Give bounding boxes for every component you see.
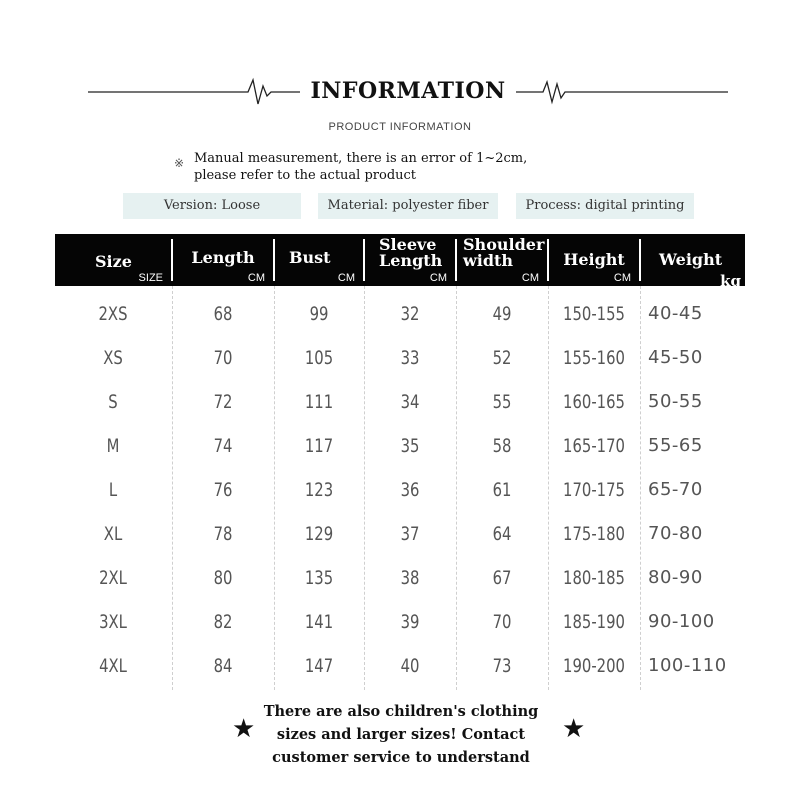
cell-sleeve-length: 33 (400, 347, 420, 369)
cell-length: 84 (213, 655, 233, 677)
cell-length: 72 (213, 391, 233, 413)
star-icon: ★ (232, 713, 256, 743)
cell-height: 150-155 (563, 303, 625, 325)
header-height: Height CM (563, 250, 631, 284)
header-bust: Bust CM (289, 248, 355, 284)
header-sleeve-length: Sleeve Length CM (379, 235, 447, 284)
cell-weight: 50-55 (648, 391, 703, 412)
cell-sleeve-length: 39 (400, 611, 420, 633)
cell-bust: 123 (304, 479, 334, 501)
cell-length: 80 (213, 567, 233, 589)
header-shoulder-width: Shoulder width CM (463, 235, 545, 284)
cell-sleeve-length: 37 (400, 523, 420, 545)
table-row (55, 424, 745, 468)
cell-sleeve-length: 32 (400, 303, 420, 325)
cell-length: 70 (213, 347, 233, 369)
cell-sleeve-length: 35 (400, 435, 420, 457)
cell-weight: 40-45 (648, 303, 703, 324)
cell-shoulder-width: 55 (492, 391, 512, 413)
cell-height: 190-200 (563, 655, 625, 677)
cell-bust: 105 (304, 347, 334, 369)
header-size: Size SIZE (95, 252, 163, 284)
cell-shoulder-width: 58 (492, 435, 512, 457)
cell-bust: 111 (304, 391, 334, 413)
cell-length: 82 (213, 611, 233, 633)
table-row (55, 468, 745, 512)
cell-shoulder-width: 67 (492, 567, 512, 589)
cell-size: XS (103, 347, 123, 369)
cell-size: XL (103, 523, 123, 545)
cell-shoulder-width: 70 (492, 611, 512, 633)
cell-length: 78 (213, 523, 233, 545)
page-title: INFORMATION (310, 78, 506, 104)
cell-height: 180-185 (563, 567, 625, 589)
cell-weight: 80-90 (648, 567, 703, 588)
page-subtitle: PRODUCT INFORMATION (328, 121, 472, 133)
footer-line-1: There are also children's clothing (263, 703, 539, 720)
cell-shoulder-width: 61 (492, 479, 512, 501)
cell-bust: 129 (304, 523, 334, 545)
footer-line-2: sizes and larger sizes! Contact (276, 726, 526, 743)
cell-height: 185-190 (563, 611, 625, 633)
cell-weight: 55-65 (648, 435, 703, 456)
cell-length: 76 (213, 479, 233, 501)
cell-weight: 70-80 (648, 523, 703, 544)
information-header (88, 72, 728, 112)
footer-line-3: customer service to understand (272, 749, 530, 766)
table-row (55, 600, 745, 644)
size-table-header (55, 234, 745, 290)
footer-note (236, 700, 566, 769)
note-line-2: please refer to the actual product (194, 168, 417, 183)
cell-length: 68 (213, 303, 233, 325)
cell-size: 3XL (99, 611, 127, 633)
cell-weight: 100-110 (648, 655, 727, 676)
cell-bust: 135 (304, 567, 334, 589)
cell-size: 4XL (99, 655, 127, 677)
table-row (55, 512, 745, 556)
cell-sleeve-length: 40 (400, 655, 420, 677)
cell-weight: 45-50 (648, 347, 703, 368)
cell-shoulder-width: 73 (492, 655, 512, 677)
table-row (55, 336, 745, 380)
cell-height: 165-170 (563, 435, 625, 457)
cell-length: 74 (213, 435, 233, 457)
reference-mark-icon: ※ (174, 156, 185, 170)
cell-bust: 99 (309, 303, 329, 325)
material-box: Material: polyester fiber (318, 193, 498, 219)
cell-bust: 147 (304, 655, 334, 677)
cell-height: 170-175 (563, 479, 625, 501)
note-line-1: Manual measurement, there is an error of 1~2cm, (194, 151, 528, 166)
cell-sleeve-length: 34 (400, 391, 420, 413)
table-row (55, 644, 745, 688)
cell-shoulder-width: 52 (492, 347, 512, 369)
cell-sleeve-length: 36 (400, 479, 420, 501)
cell-height: 175-180 (563, 523, 625, 545)
cell-shoulder-width: 49 (492, 303, 512, 325)
cell-size: S (108, 391, 118, 413)
cell-bust: 141 (304, 611, 334, 633)
process-box: Process: digital printing (516, 193, 694, 219)
table-row (55, 380, 745, 424)
version-box: Version: Loose (123, 193, 301, 219)
cell-sleeve-length: 38 (400, 567, 420, 589)
measurement-note (176, 150, 616, 184)
cell-height: 155-160 (563, 347, 625, 369)
cell-height: 160-165 (563, 391, 625, 413)
cell-size: L (108, 479, 118, 501)
cell-size: 2XS (98, 303, 128, 325)
header-weight: Weight kg (659, 250, 741, 290)
cell-size: 2XL (99, 567, 127, 589)
cell-weight: 90-100 (648, 611, 715, 632)
star-icon: ★ (562, 713, 586, 743)
table-row (55, 292, 745, 336)
cell-bust: 117 (304, 435, 334, 457)
header-length: Length CM (191, 248, 265, 284)
table-row (55, 556, 745, 600)
cell-size: M (106, 435, 120, 457)
cell-weight: 65-70 (648, 479, 703, 500)
cell-shoulder-width: 64 (492, 523, 512, 545)
